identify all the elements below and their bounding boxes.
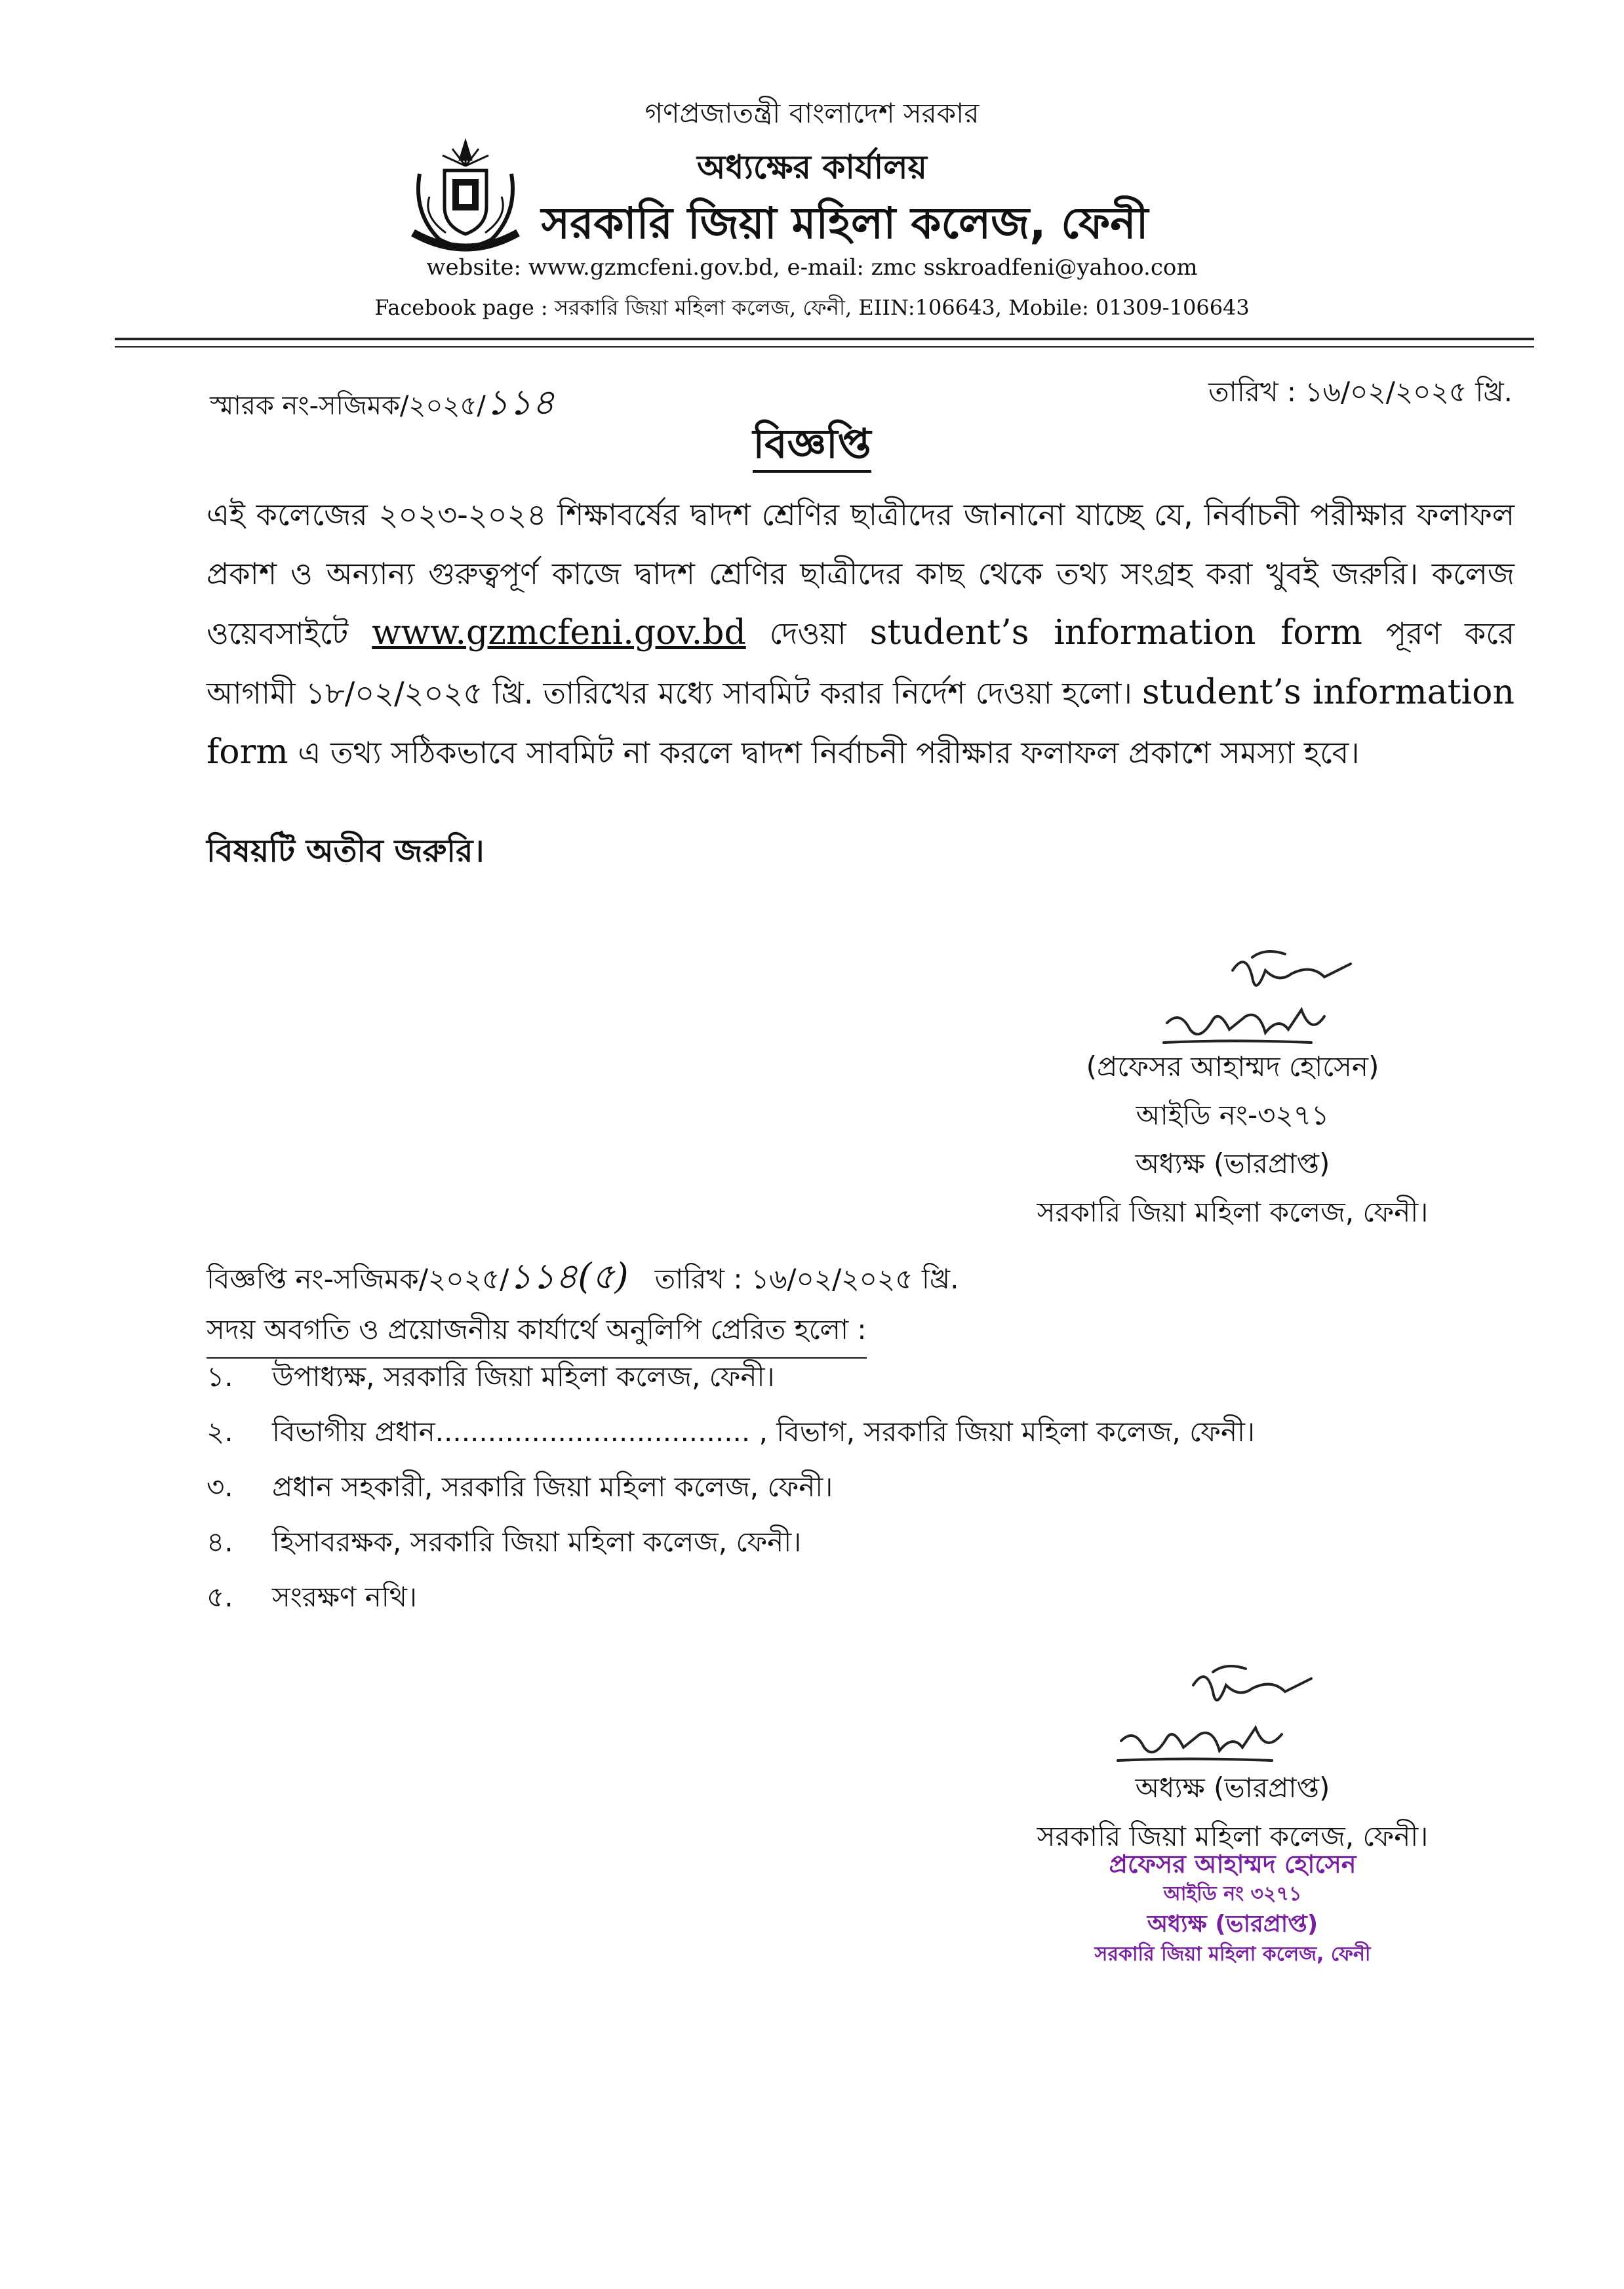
body-part-3: পূরণ করে আগামী ১৮/০২/২০২৫ খ্রি. তারিখের মধ্যে সাবমিট করার নির্দেশ দেওয়া হলো।: [207, 616, 1515, 711]
list-item: ২. বিভাগীয় প্রধান.................................... , বিভাগ, সরকারি জিয়া মহিলা কলেজ, ফেনী।: [207, 1415, 1256, 1448]
copy-ref-prefix: বিজ্ঞপ্তি নং-সজিমক/২০২৫/: [207, 1263, 509, 1295]
copy-reference: [207, 1249, 959, 1308]
list-item: ১. উপাধ্যক্ষ, সরকারি জিয়া মহিলা কলেজ, ফেনী।: [207, 1360, 775, 1393]
list-item: ৪. হিসাবরক্ষক, সরকারি জিয়া মহিলা কলেজ, ফেনী।: [207, 1525, 802, 1558]
body-part-2: দেওয়া: [769, 616, 846, 651]
memo-number-handwritten: ১১৪: [485, 382, 555, 423]
notice-title: [0, 413, 1624, 481]
facebook-line: Facebook page : সরকারি জিয়া মহিলা কলেজ, ফেনী, EIIN:106643, Mobile: 01309-106643: [374, 295, 1250, 320]
memo-date: তারিখ : ১৬/০২/২০২৫ খ্রি.: [1208, 376, 1513, 408]
body-part-4: এ তথ্য সঠিকভাবে সাবমিট না করলে দ্বাদশ নির্বাচনী পরীক্ষার ফলাফল প্রকাশে সমস্যা হবে।: [298, 735, 1360, 770]
body-part-1: এই কলেজের ২০২৩-২০২৪ শিক্ষাবর্ষের দ্বাদশ শ্রেণির ছাত্রীদের জানানো যাচ্ছে যে, নির্বাচনী পরীক্ষার ফলাফল প্রকাশ ও অন্যান্য গুরুত্বপূর্ণ কাজে দ্বাদশ শ্রেণির ছাত্রীদের কাছ থেকে তথ্য সংগ্রহ করা খুবই জরুরি। কলেজ ওয়েবসাইটে: [207, 497, 1515, 651]
stamp-college: সরকারি জিয়া মহিলা কলেজ, ফেনী: [1094, 1943, 1371, 1966]
form-name-2: student’s information form: [207, 673, 1515, 772]
copy-ref-date: তারিখ : ১৬/০২/২০২৫ খ্রি.: [654, 1263, 959, 1295]
header-divider: [115, 338, 1534, 340]
copy-list: [207, 1351, 1255, 1626]
government-name: গণপ্রজাতন্ত্রী বাংলাদেশ সরকার: [644, 97, 980, 129]
notice-title-text: বিজ্ঞপ্তি: [753, 420, 871, 473]
form-name-1: student’s information form: [869, 613, 1362, 652]
website-link[interactable]: www.gzmcfeni.gov.bd: [372, 613, 746, 652]
college-logo-icon: [393, 134, 538, 256]
signatory-block: [951, 1043, 1515, 1237]
memo-prefix: স্মারক নং-সজিমক/২০২৫/: [210, 391, 486, 421]
signatory-id: আইডি নং-৩২৭১: [1136, 1099, 1330, 1131]
stamp-id: আইডি নং ৩২৭১: [1163, 1882, 1302, 1905]
header-divider-thin: [115, 346, 1534, 348]
urgent-note: বিষয়টি অতীব জরুরি।: [207, 833, 485, 869]
official-stamp: [951, 1849, 1515, 1970]
copy-ref-handwritten: ১১৪(৫): [509, 1256, 629, 1297]
stamp-name: প্রফেসর আহাম্মদ হোসেন: [1109, 1850, 1357, 1879]
office-name: অধ্যক্ষের কার্যালয়: [697, 148, 927, 186]
signatory2-designation: অধ্যক্ষ (ভারপ্রাপ্ত): [1135, 1772, 1330, 1804]
list-item: ৫. সংরক্ষণ নথি।: [207, 1580, 418, 1613]
signatory-block-2: [951, 1764, 1515, 1861]
copy-intro: সদয় অবগতি ও প্রয়োজনীয় কার্যার্থে অনুলিপি প্রেরিত হলো :: [207, 1308, 867, 1359]
stamp-designation: অধ্যক্ষ (ভারপ্রাপ্ত): [1147, 1911, 1318, 1938]
signatory-designation: অধ্যক্ষ (ভারপ্রাপ্ত): [1135, 1147, 1330, 1180]
signatory2-college: সরকারি জিয়া মহিলা কলেজ, ফেনী।: [1037, 1820, 1429, 1852]
contact-line: website: www.gzmcfeni.gov.bd, e-mail: zmc sskroadfeni@yahoo.com: [426, 254, 1198, 281]
signatory-name: (প্রফেসর আহাম্মদ হোসেন): [1086, 1050, 1379, 1083]
signatory-college: সরকারি জিয়া মহিলা কলেজ, ফেনী।: [1037, 1196, 1429, 1228]
list-item: ৩. প্রধান সহকারী, সরকারি জিয়া মহিলা কলেজ, ফেনী।: [207, 1470, 833, 1503]
notice-body: [207, 485, 1515, 782]
college-name: সরকারি জিয়া মহিলা কলেজ, ফেনী: [541, 198, 1149, 249]
